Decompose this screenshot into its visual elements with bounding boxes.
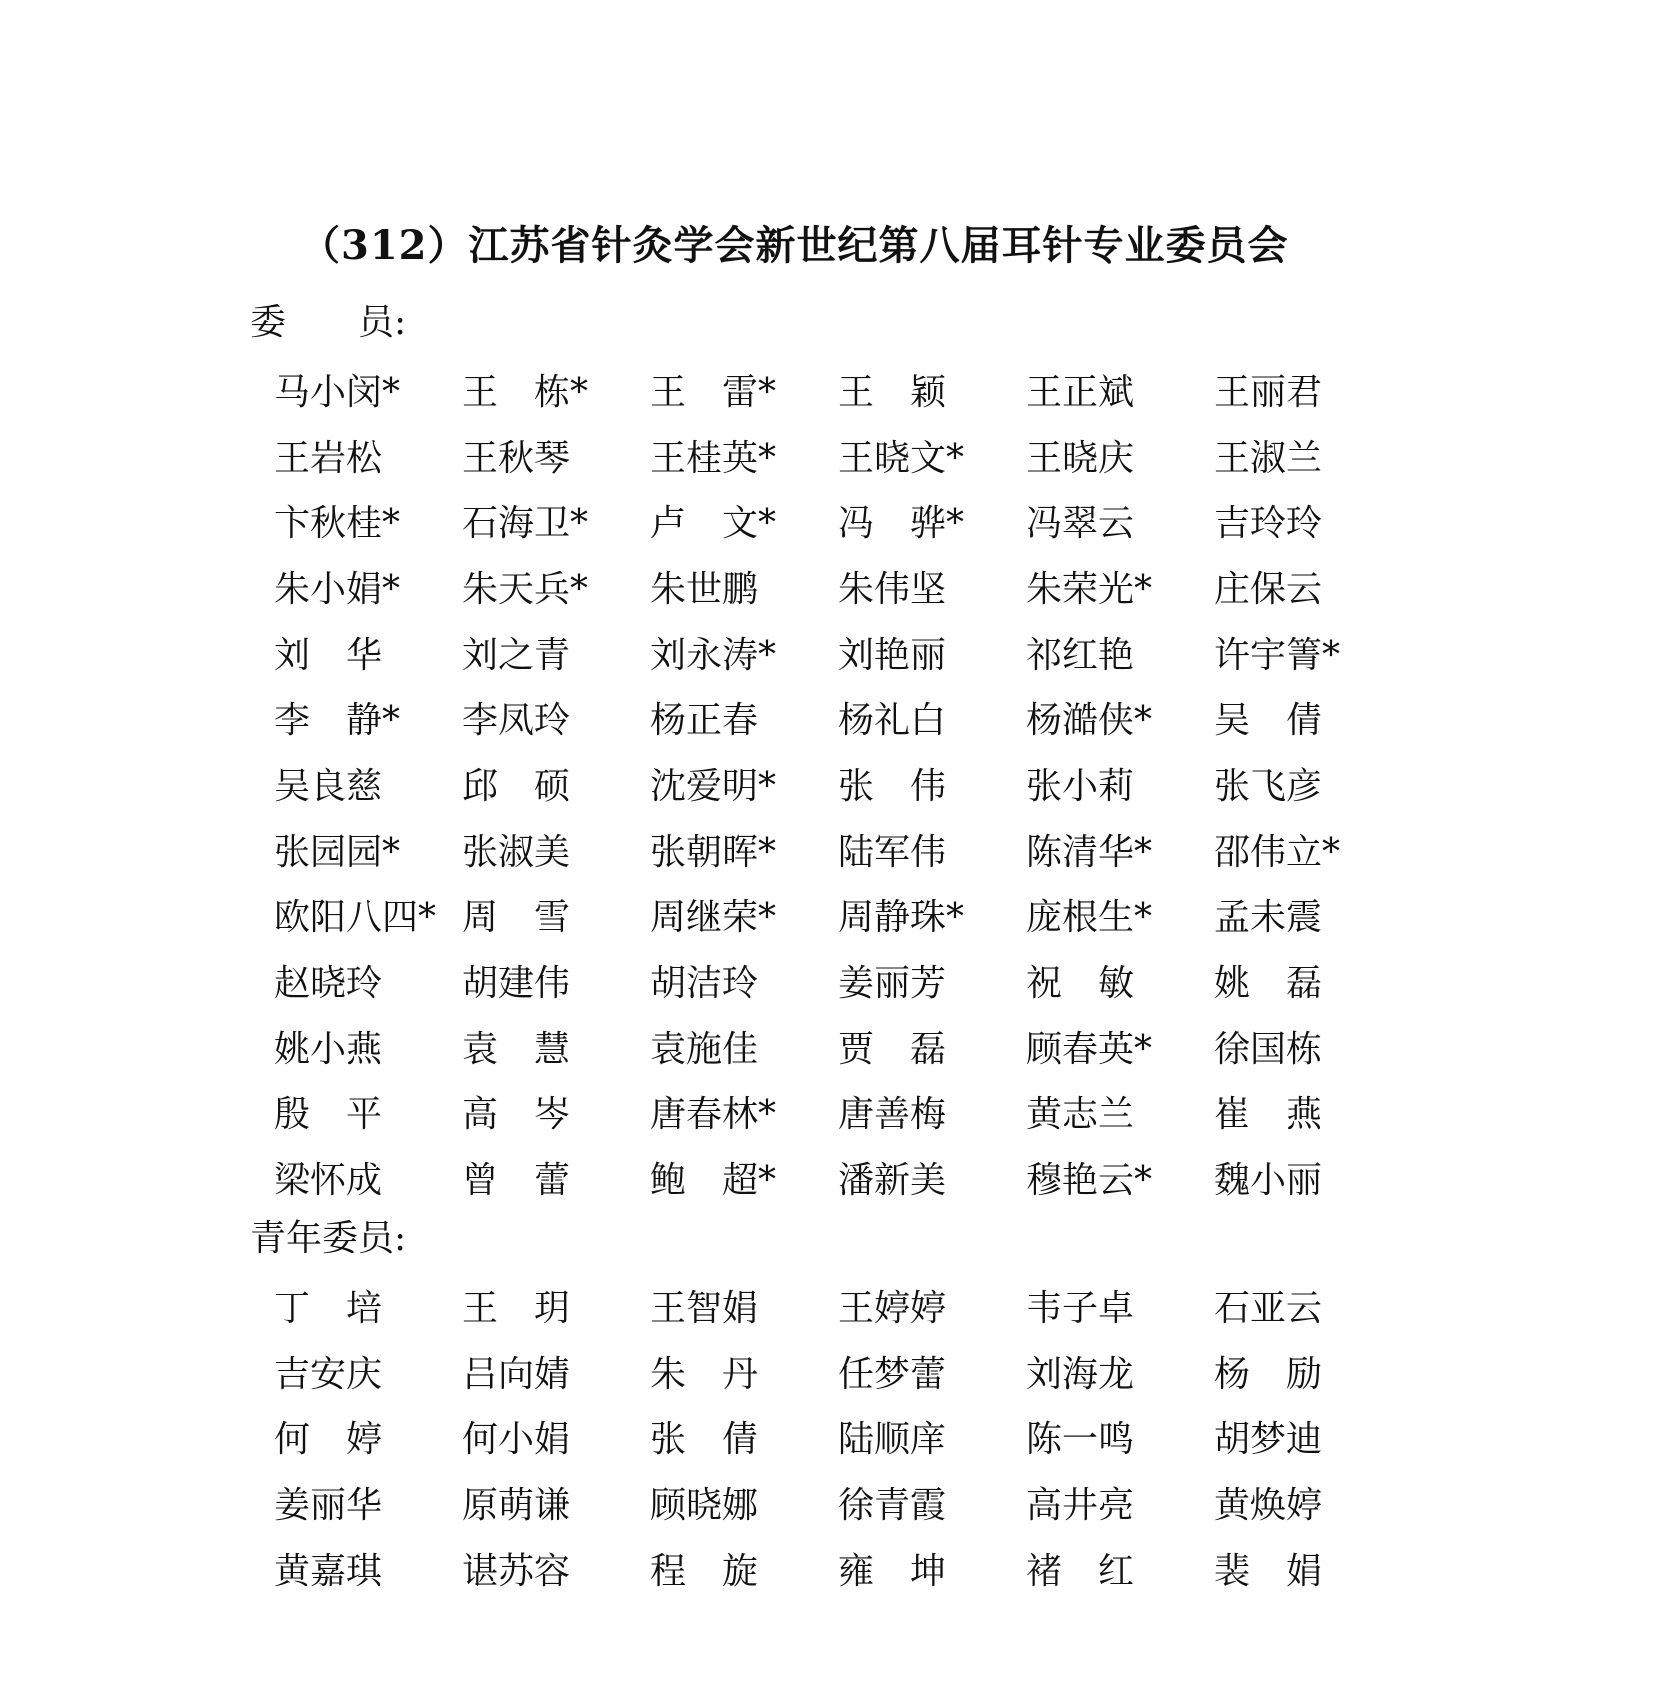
member-name: 刘永涛* <box>650 634 777 676</box>
member-name: 许宇箐* <box>1214 634 1341 676</box>
member-name: 杨 励 <box>1214 1353 1323 1395</box>
member-name: 任梦蕾 <box>838 1353 947 1395</box>
member-name: 张淑美 <box>462 831 571 873</box>
member-name: 朱世鹏 <box>650 568 759 610</box>
member-name: 何小娟 <box>462 1419 571 1461</box>
name-row <box>270 557 1400 623</box>
member-name: 陈清华* <box>1026 831 1153 873</box>
member-name: 王智娟 <box>650 1287 759 1329</box>
member-name: 朱荣光* <box>1026 568 1153 610</box>
member-name: 王秋琴 <box>462 437 571 479</box>
member-name: 刘之青 <box>462 634 571 676</box>
name-row <box>270 1407 1400 1473</box>
member-name: 李凤玲 <box>462 700 571 742</box>
member-name: 赵晓玲 <box>274 963 383 1005</box>
name-row <box>270 886 1400 952</box>
member-name: 胡梦迪 <box>1214 1419 1323 1461</box>
member-name: 王岩松 <box>274 437 383 479</box>
member-name: 殷 平 <box>274 1094 383 1136</box>
member-name: 唐善梅 <box>838 1094 947 1136</box>
member-name: 贾 磊 <box>838 1028 947 1070</box>
name-row <box>270 1342 1400 1408</box>
member-name: 姜丽华 <box>274 1484 383 1526</box>
document-title: （312）江苏省针灸学会新世纪第八届耳针专业委员会 <box>300 222 1289 269</box>
member-name: 丁 培 <box>274 1287 383 1329</box>
member-name: 祁红艳 <box>1026 634 1135 676</box>
member-name: 张小莉 <box>1026 765 1135 807</box>
member-name: 褚 红 <box>1026 1550 1135 1592</box>
name-row <box>270 754 1400 820</box>
member-name: 崔 燕 <box>1214 1094 1323 1136</box>
member-name: 吴良慈 <box>274 765 383 807</box>
member-name: 杨礼白 <box>838 700 947 742</box>
member-name: 杨澔侠* <box>1026 700 1153 742</box>
name-row <box>270 820 1400 886</box>
member-name: 杨正春 <box>650 700 759 742</box>
name-row <box>270 951 1400 1017</box>
member-name: 王晓文* <box>838 437 965 479</box>
member-name: 周静珠* <box>838 897 965 939</box>
name-row <box>270 688 1400 754</box>
member-name: 黄嘉琪 <box>274 1550 383 1592</box>
member-name: 王桂英* <box>650 437 777 479</box>
member-name: 欧阳八四* <box>274 897 437 939</box>
name-row <box>270 1083 1400 1149</box>
member-name: 王丽君 <box>1214 371 1323 413</box>
member-name: 高井亮 <box>1026 1484 1135 1526</box>
member-name: 黄志兰 <box>1026 1094 1135 1136</box>
member-name: 李 静* <box>274 700 401 742</box>
name-row <box>270 426 1400 492</box>
member-name: 陈一鸣 <box>1026 1419 1135 1461</box>
member-name: 王 雷* <box>650 371 777 413</box>
member-name: 王晓庆 <box>1026 437 1135 479</box>
member-name: 吉安庆 <box>274 1353 383 1395</box>
member-name: 谌苏容 <box>462 1550 571 1592</box>
member-name: 马小闵* <box>274 371 401 413</box>
member-name: 朱伟坚 <box>838 568 947 610</box>
member-name: 袁 慧 <box>462 1028 571 1070</box>
member-name: 张飞彦 <box>1214 765 1323 807</box>
member-name: 姜丽芳 <box>838 963 947 1005</box>
member-name: 周继荣* <box>650 897 777 939</box>
member-name: 徐青霞 <box>838 1484 947 1526</box>
member-name: 朱小娟* <box>274 568 401 610</box>
member-name: 唐春林* <box>650 1094 777 1136</box>
member-name: 张朝晖* <box>650 831 777 873</box>
member-name: 程 旋 <box>650 1550 759 1592</box>
member-name: 裴 娟 <box>1214 1550 1323 1592</box>
members-name-grid <box>270 360 1400 1214</box>
name-row <box>270 1017 1400 1083</box>
member-name: 朱 丹 <box>650 1353 759 1395</box>
member-name: 刘 华 <box>274 634 383 676</box>
name-row <box>270 1276 1400 1342</box>
member-name: 孟未震 <box>1214 897 1323 939</box>
member-name: 王 颖 <box>838 371 947 413</box>
member-name: 姚小燕 <box>274 1028 383 1070</box>
section-label-youth-members: 青年委员: <box>250 1218 407 1259</box>
member-name: 梁怀成 <box>274 1160 383 1202</box>
member-name: 张 伟 <box>838 765 947 807</box>
member-name: 何 婷 <box>274 1419 383 1461</box>
member-name: 胡建伟 <box>462 963 571 1005</box>
member-name: 潘新美 <box>838 1160 947 1202</box>
member-name: 石海卫* <box>462 503 589 545</box>
member-name: 庞根生* <box>1026 897 1153 939</box>
member-name: 吉玲玲 <box>1214 503 1323 545</box>
member-name: 邵伟立* <box>1214 831 1341 873</box>
member-name: 卢 文* <box>650 503 777 545</box>
name-row <box>270 491 1400 557</box>
member-name: 黄焕婷 <box>1214 1484 1323 1526</box>
name-row <box>270 1539 1400 1605</box>
member-name: 庄保云 <box>1214 568 1323 610</box>
member-name: 张 倩 <box>650 1419 759 1461</box>
member-name: 陆军伟 <box>838 831 947 873</box>
member-name: 周 雪 <box>462 897 571 939</box>
member-name: 王 玥 <box>462 1287 571 1329</box>
member-name: 曾 蕾 <box>462 1160 571 1202</box>
member-name: 冯 骅* <box>838 503 965 545</box>
member-name: 冯翠云 <box>1026 503 1135 545</box>
member-name: 刘艳丽 <box>838 634 947 676</box>
youth-members-name-grid <box>270 1276 1400 1604</box>
member-name: 刘海龙 <box>1026 1353 1135 1395</box>
member-name: 卞秋桂* <box>274 503 401 545</box>
member-name: 鲍 超* <box>650 1160 777 1202</box>
name-row <box>270 1148 1400 1214</box>
name-row <box>270 360 1400 426</box>
member-name: 沈爱明* <box>650 765 777 807</box>
member-name: 王 栋* <box>462 371 589 413</box>
member-name: 高 岑 <box>462 1094 571 1136</box>
member-name: 吴 倩 <box>1214 700 1323 742</box>
member-name: 姚 磊 <box>1214 963 1323 1005</box>
member-name: 邱 硕 <box>462 765 571 807</box>
member-name: 韦子卓 <box>1026 1287 1135 1329</box>
member-name: 魏小丽 <box>1214 1160 1323 1202</box>
member-name: 原萌谦 <box>462 1484 571 1526</box>
member-name: 顾晓娜 <box>650 1484 759 1526</box>
member-name: 胡洁玲 <box>650 963 759 1005</box>
name-row <box>270 623 1400 689</box>
member-name: 徐国栋 <box>1214 1028 1323 1070</box>
member-name: 张园园* <box>274 831 401 873</box>
member-name: 顾春英* <box>1026 1028 1153 1070</box>
member-name: 王正斌 <box>1026 371 1135 413</box>
member-name: 吕向婧 <box>462 1353 571 1395</box>
member-name: 祝 敏 <box>1026 963 1135 1005</box>
member-name: 雍 坤 <box>838 1550 947 1592</box>
name-row <box>270 1473 1400 1539</box>
section-label-members: 委 员: <box>250 302 407 343</box>
member-name: 王婷婷 <box>838 1287 947 1329</box>
member-name: 陆顺庠 <box>838 1419 947 1461</box>
member-name: 朱天兵* <box>462 568 589 610</box>
member-name: 袁施佳 <box>650 1028 759 1070</box>
member-name: 穆艳云* <box>1026 1160 1153 1202</box>
member-name: 石亚云 <box>1214 1287 1323 1329</box>
member-name: 王淑兰 <box>1214 437 1323 479</box>
